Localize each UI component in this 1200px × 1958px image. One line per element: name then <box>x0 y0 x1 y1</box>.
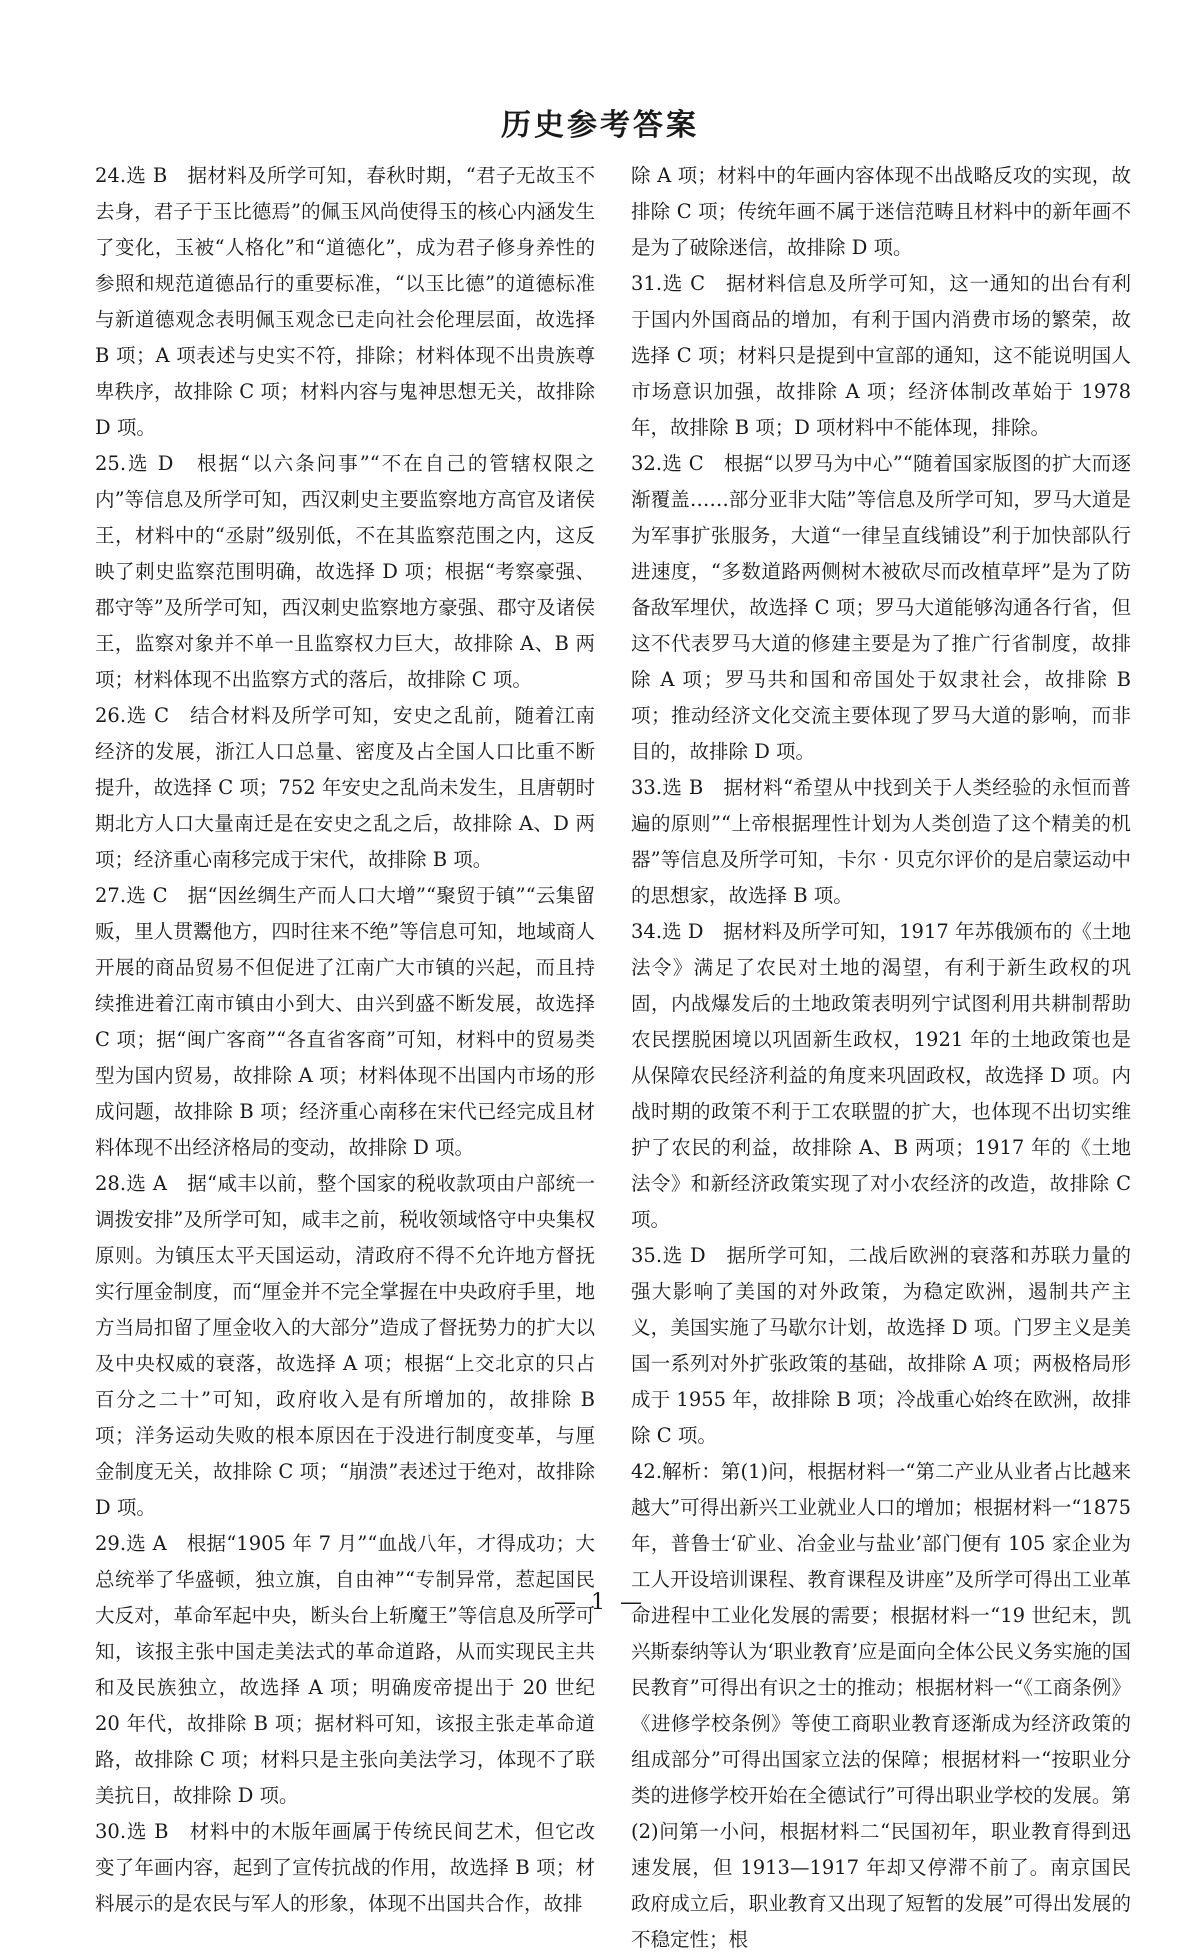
answer-item <box>95 878 595 1166</box>
item-number: 25. <box>95 452 127 475</box>
item-number: 42. <box>631 1460 663 1483</box>
item-number: 26. <box>95 704 127 727</box>
answer-item <box>95 1526 595 1814</box>
answer-item <box>631 266 1131 446</box>
item-text: 选 D 据所学可知，二战后欧洲的衰落和苏联力量的强大影响了美国的对外政策，为稳定欧洲，遏制共产主义，美国实施了马歇尔计划，故选择 D 项。门罗主义是美国一系列对外扩张政策的基础，故排除 A 项；两极格局形成于 1955 年，故排除 B 项；冷战重心始终在欧洲，故排除 C 项。 <box>631 1244 1131 1447</box>
answer-item <box>95 1814 595 1922</box>
page-title: 历史参考答案 <box>501 108 699 143</box>
item-text: 选 A 根据“1905 年 7 月”“血战八年，才得成功；大总统举了华盛顿，独立旗，自由神”“专制异常，惹起国民大反对，革命军起中央，断头台上斩魔王”等信息及所学可知，该报主张中国走美法式的革命道路，从而实现民主共和及民族独立，故选择 A 项；明确废帝提出于 20 世纪 20 年代，故排除 B 项；据材料可知，该报主张走革命道路，故排除 C 项；材料只是主张向美法学习，体现不了联美抗日，故排除 D 项。 <box>95 1532 595 1807</box>
item-text: 选 D 据材料及所学可知，1917 年苏俄颁布的《土地法令》满足了农民对土地的渴望，有利于新生政权的巩固，内战爆发后的土地政策表明列宁试图利用共耕制帮助农民摆脱困境以巩固新生政权，1921 年的土地政策也是从保障农民经济利益的角度来巩固政权，故选择 D 项。内战时期的政策不利于工农联盟的扩大，也体现不出切实维护了农民的利益，故排除 A、B 两项；1917 年的《土地法令》和新经济政策实现了对小农经济的改造，故排除 C 项。 <box>631 920 1131 1231</box>
right-column <box>631 158 1131 1958</box>
item-number: 24. <box>95 164 127 187</box>
item-text: 选 B 材料中的木版年画属于传统民间艺术，但它改变了年画内容，起到了宣传抗战的作用，故选择 B 项；材料展示的是农民与军人的形象，体现不出国共合作，故排 <box>95 1820 595 1915</box>
answer-item <box>95 1166 595 1526</box>
item-text: 选 A 据“咸丰以前，整个国家的税收款项由户部统一调拨安排”及所学可知，咸丰之前，税收领域恪守中央集权原则。为镇压太平天国运动，清政府不得不允许地方督抚实行厘金制度，而“厘金并不完全掌握在中央政府手里，地方当局扣留了厘金收入的大部分”造成了督抚势力的扩大以及中央权威的衰落，故选择 A 项；根据“上交北京的只占百分之二十”可知，政府收入是有所增加的，故排除 B 项；洋务运动失败的根本原因在于没进行制度变革，与厘金制度无关，故排除 C 项；“崩溃”表述过于绝对，故排除 D 项。 <box>95 1172 595 1519</box>
item-text: 解析：第(1)问，根据材料一“第二产业从业者占比越来越大”可得出新兴工业就业人口的增加；根据材料一“1875 年，普鲁士‘矿业、冶金业与盐业’部门便有 105 家企业为工人开设培训课程、教育课程及讲座”及所学可得出工业革命进程中工业化发展的需要；根据材料一“19 世纪末，凯兴斯泰纳等认为‘职业教育’应是面向全体公民义务实施的国民教育”可得出有识之士的推动；根据材料一“《工商条例》《进修学校条例》等使工商职业教育逐渐成为经济政策的组成部分”可得出国家立法的保障；根据材料一“按职业分类的进修学校开始在全德试行”可得出职业学校的发展。第(2)问第一小问，根据材料二“民国初年，职业教育得到迅速发展，但 1913—1917 年却又停滞不前了。南京国民政府成立后，职业教育又出现了短暂的发展”可得出发展的不稳定性；根 <box>631 1460 1131 1951</box>
item-text: 选 B 据材料“希望从中找到关于人类经验的永恒而普遍的原则”“上帝根据理性计划为人类创造了这个精美的机器”等信息及所学可知，卡尔 · 贝克尔评价的是启蒙运动中的思想家，故选择 B 项。 <box>631 776 1131 907</box>
item-text: 除 A 项；材料中的年画内容体现不出战略反攻的实现，故排除 C 项；传统年画不属于迷信范畴且材料中的新年画不是为了破除迷信，故排除 D 项。 <box>631 164 1131 259</box>
item-text: 选 C 据材料信息及所学可知，这一通知的出台有利于国内外国商品的增加，有利于国内消费市场的繁荣，故选择 C 项；材料只是提到中宣部的通知，这不能说明国人市场意识加强，故排除 A 项；经济体制改革始于 1978 年，故排除 B 项；D 项材料中不能体现，排除。 <box>631 272 1131 439</box>
page-number: — 1 — <box>554 1590 646 1615</box>
answer-item <box>631 770 1131 914</box>
item-number: 30. <box>95 1820 127 1843</box>
item-number: 29. <box>95 1532 127 1555</box>
item-number: 33. <box>631 776 663 799</box>
answer-item <box>95 698 595 878</box>
answer-item-continued <box>631 158 1131 266</box>
item-text: 选 B 据材料及所学可知，春秋时期，“君子无故玉不去身，君子于玉比德焉”的佩玉风尚使得玉的核心内涵发生了变化，玉被“人格化”和“道德化”，成为君子修身养性的参照和规范道德品行的重要标准，“以玉比德”的道德标准与新道德观念表明佩玉观念已走向社会伦理层面，故选择 B 项；A 项表述与史实不符，排除；材料体现不出贵族尊卑秩序，故排除 C 项；材料内容与鬼神思想无关，故排除 D 项。 <box>95 164 595 439</box>
item-text: 选 C 根据“以罗马为中心”“随着国家版图的扩大而逐渐覆盖……部分亚非大陆”等信息及所学可知，罗马大道是为军事扩张服务，大道“一律呈直线铺设”利于加快部队行进速度，“多数道路两侧树木被砍尽而改植草坪”是为了防备敌军埋伏，故选择 C 项；罗马大道能够沟通各行省，但这不代表罗马大道的修建主要是为了推广行省制度，故排除 A 项；罗马共和国和帝国处于奴隶社会，故排除 B 项；推动经济文化交流主要体现了罗马大道的影响，而非目的，故排除 D 项。 <box>631 452 1131 763</box>
answer-item <box>631 446 1131 770</box>
answer-item <box>95 158 595 446</box>
answer-item <box>631 1454 1131 1958</box>
item-text: 选 D 根据“以六条问事”“不在自己的管辖权限之内”等信息及所学可知，西汉刺史主要监察地方高官及诸侯王，材料中的“丞尉”级别低，不在其监察范围之内，这反映了刺史监察范围明确，故选择 D 项；根据“考察豪强、郡守等”及所学可知，西汉刺史监察地方豪强、郡守及诸侯王，监察对象并不单一且监察权力巨大，故排除 A、B 两项；材料体现不出监察方式的落后，故排除 C 项。 <box>95 452 595 691</box>
item-number: 34. <box>631 920 663 943</box>
item-number: 35. <box>631 1244 663 1267</box>
item-number: 32. <box>631 452 663 475</box>
answer-item <box>631 914 1131 1238</box>
item-number: 28. <box>95 1172 127 1195</box>
item-text: 选 C 结合材料及所学可知，安史之乱前，随着江南经济的发展，浙江人口总量、密度及占全国人口比重不断提升，故选择 C 项；752 年安史之乱尚未发生，且唐朝时期北方人口大量南迁是在安史之乱之后，故排除 A、D 两项；经济重心南移完成于宋代，故排除 B 项。 <box>95 704 595 871</box>
answer-item <box>95 446 595 698</box>
item-text: 选 C 据“因丝绸生产而人口大增”“聚贸于镇”“云集留贩，里人贯鬻他方，四时往来不绝”等信息可知，地域商人开展的商品贸易不但促进了江南广大市镇的兴起，而且持续推进着江南市镇由小到大、由兴到盛不断发展，故选择 C 项；据“闽广客商”“各直省客商”可知，材料中的贸易类型为国内贸易，故排除 A 项；材料体现不出国内市场的形成问题，故排除 B 项；经济重心南移在宋代已经完成且材料体现不出经济格局的变动，故排除 D 项。 <box>95 884 595 1159</box>
item-number: 31. <box>631 272 663 295</box>
left-column <box>95 158 595 1922</box>
item-number: 27. <box>95 884 127 907</box>
answer-item <box>631 1238 1131 1454</box>
